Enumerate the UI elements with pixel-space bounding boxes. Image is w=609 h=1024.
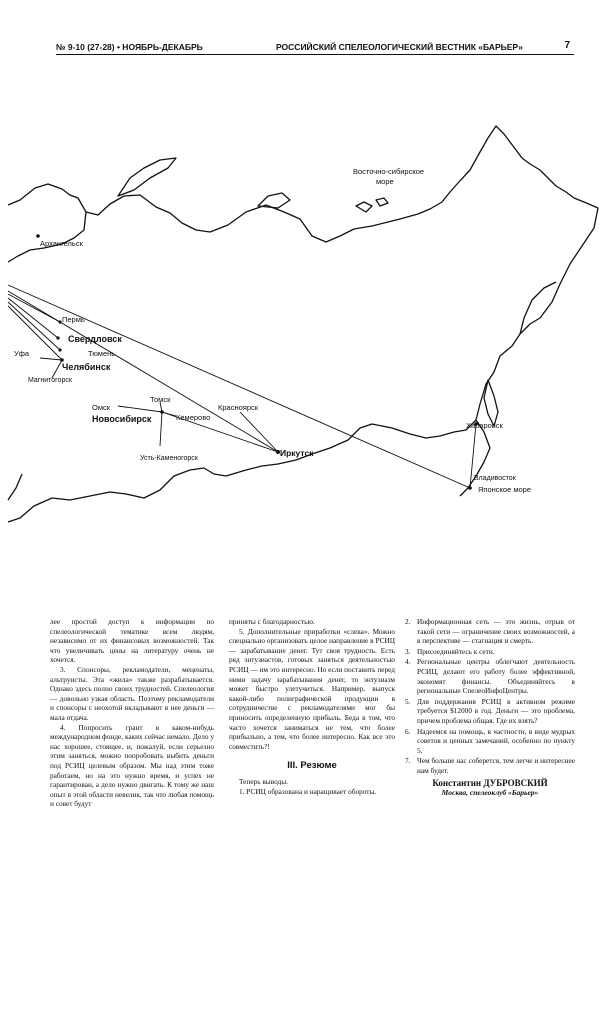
paragraph: 4. Попросить грант в каком-нибудь международном фонде, каких сейчас немало. Дело у нас хорошее, стоящее, и, пожалуй, если серьезно этим заняться, можно попробовать выбить деньги под РСИЦ целевым образом. Мы над этим тоже работаем, но на это нужно время, и успех не гарантирован, а дело нужно двигать. К тому же наш опыт в этой области невелик, так что любая помощь и совет будут: [50, 722, 214, 809]
label-sea-of-japan: Японское море: [478, 485, 532, 494]
label-omsk: Омск: [92, 403, 111, 412]
label-krasnoyarsk: Красноярск: [218, 403, 259, 412]
node-arkhangelsk: [36, 234, 40, 238]
label-ust-kamenogorsk: Усть-Каменогорск: [140, 455, 198, 462]
label-irkutsk: Иркутск: [280, 448, 314, 458]
list-item: 6. Надеемся на помощь, в частности, в виде мудрых советов и ценных замечаний, особенно по пункту 5.: [405, 726, 575, 755]
new-siberian-islands: [356, 198, 388, 212]
issue-label: № 9-10 (27-28) • НОЯБРЬ-ДЕКАБРЬ: [56, 42, 203, 52]
column-1: [50, 617, 214, 809]
label-perm: Пермь: [62, 315, 85, 324]
russia-network-map: [0, 100, 609, 560]
north-coastline: [8, 126, 598, 262]
journal-title: РОССИЙСКИЙ СПЕЛЕОЛОГИЧЕСКИЙ ВЕСТНИК «БАРЬЕР»: [276, 42, 523, 52]
line-omsk: [118, 406, 162, 412]
line-krasnoyarsk: [240, 412, 278, 452]
page-header: [56, 40, 576, 54]
paragraph: 5. Дополнительные приработки «слева». Можно специально организовать целое направление в РСИЦ — зарабатывание денег. Тут своя трудность. Есть ряд энтузиастов, готовых заняться деятельностью РСИЦ — им это интересно. Но если поставить перед ними задачу зарабатывания денег, то энтузиазм может быстро улетучиться. Например, выпуск какой-либо полиграфической продукции в сотрудничестве с рекламодателями мог бы приносить определенную прибыль. Беда в том, что часто хочется заниматься не тем, что более прибыльно, а тем, что более интересно. Как все это совместить?!: [229, 626, 395, 751]
label-novosibirsk: Новосибирск: [92, 414, 152, 424]
list-item: 4. Региональные центры облегчают деятельность РСИЦ, делают его работу более эффективной, экономят финансы. Объединяйтесь в региональные СпелеоИнфоЦентры.: [405, 657, 575, 696]
paragraph: лее простой доступ к информации по спелеологической тематике всем людям, независимо от их финансовых возможностей. Так что увеличивать цены на литературу очень не хочется.: [50, 617, 214, 665]
node-sverdlovsk: [56, 336, 59, 339]
label-magnitogorsk: Магнитогорск: [28, 377, 72, 384]
conclusions-list: [405, 617, 575, 776]
label-khabarovsk: Хабаровск: [466, 421, 503, 430]
line-to-irkutsk: [8, 291, 278, 452]
paragraph: приняты с благодарностью.: [229, 617, 315, 626]
line-to-tyumen: [8, 302, 60, 350]
paragraph: 1. РСИЦ образована и наращивает обороты.: [239, 786, 377, 796]
label-kemerovo: Кемерово: [176, 413, 211, 422]
line-ust-kamenogorsk: [160, 412, 162, 446]
east-coastline: [476, 208, 598, 420]
author-city: Москва, спелеоклуб «Барьер»: [441, 788, 539, 798]
line-to-perm: [8, 294, 60, 322]
paragraph: 3. Спонсоры, рекламодатели, меценаты, альтруисты. Эта «жила» также разрабатывается. Однако здесь полно своих трудностей. Спелеология — довольно узкая область. Поэтому рекламодатели и спонсоры с неохотой вкладывают в нее деньги — мала отдача.: [50, 664, 214, 722]
column-2: [229, 617, 395, 796]
sakhalin: [484, 380, 498, 426]
list-item: 2. Информационная сеть — это жизнь, отрыв от такой сети — ограничение своих возможностей, а в перспективе — стагнация и смерть.: [405, 617, 575, 646]
author-name: Константин ДУБРОВСКИЙ: [432, 777, 548, 788]
caspian-coast: [8, 474, 22, 500]
southern-border: [8, 420, 476, 522]
page-number: 7: [564, 40, 570, 51]
label-chelyabinsk: Челябинск: [62, 362, 111, 372]
line-magnitogorsk: [52, 360, 62, 378]
section-title: III. Резюме: [287, 760, 337, 772]
line-ufa: [40, 358, 62, 360]
label-arkhangelsk: Архангельск: [40, 239, 83, 248]
label-tomsk: Томск: [150, 395, 171, 404]
label-east-siberian-sea-2: море: [376, 177, 394, 186]
list-item: 3. Присоединяйтесь к сети.: [405, 646, 495, 656]
node-vladivostok: [468, 486, 472, 490]
list-item: 5. Для поддержания РСИЦ в активном режиме требуется $12000 в год. Деньги — это проблема, причем проблема общая. Где их взять?: [405, 696, 575, 725]
node-tyumen: [58, 348, 61, 351]
column-3: [405, 617, 575, 798]
node-novosibirsk: [160, 410, 164, 414]
list-item: 7. Чем больше нас соберется, тем легче и интереснее нам будет.: [405, 756, 575, 775]
novaya-zemlya: [118, 158, 176, 196]
label-east-siberian-sea: Восточно-сибирское: [353, 167, 425, 176]
label-ufa: Уфа: [14, 349, 30, 358]
label-vladivostok: Владивосток: [474, 475, 516, 482]
header-rule: [56, 54, 574, 55]
paragraph: Теперь выводы.: [239, 776, 288, 786]
label-tyumen: Тюмень: [88, 349, 116, 358]
label-sverdlovsk: Свердловск: [68, 334, 122, 344]
